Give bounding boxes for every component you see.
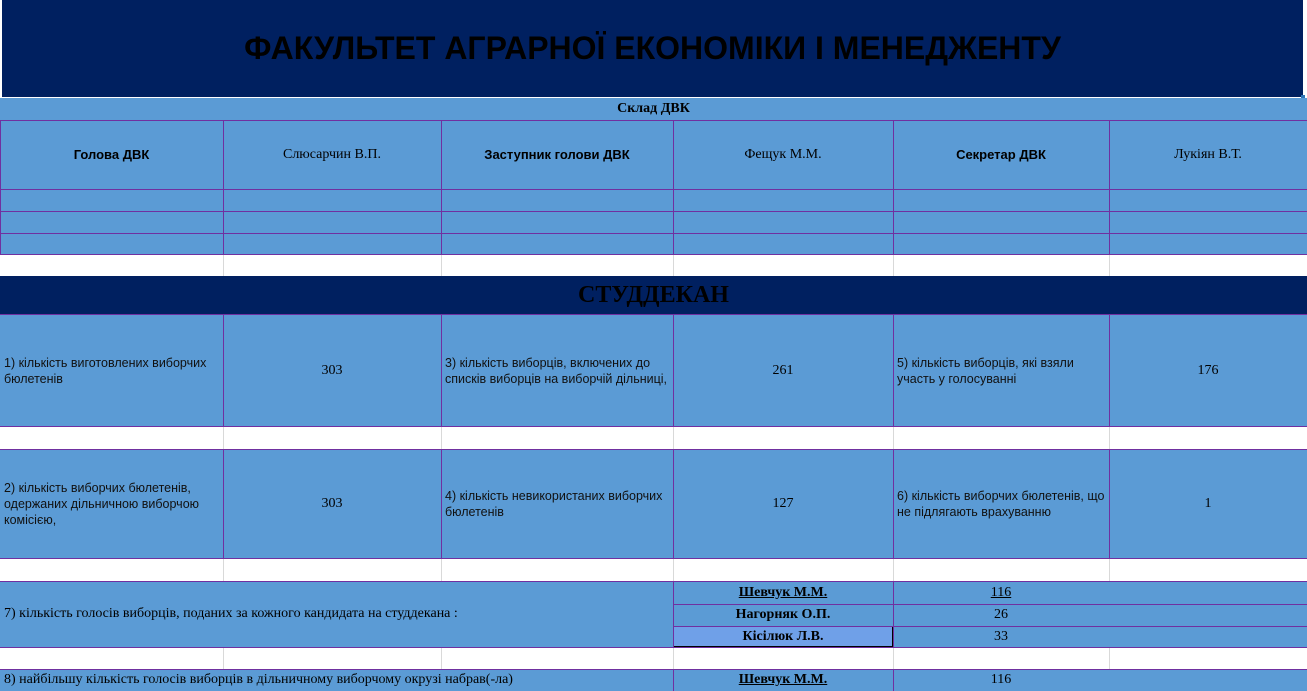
grid-line	[673, 255, 674, 276]
candidate-name: Нагорняк О.П.	[735, 607, 831, 622]
cell-item6-value[interactable]	[1109, 449, 1307, 559]
grid-line	[893, 559, 894, 581]
grid-line	[673, 427, 674, 449]
winner-votes: 116	[990, 672, 1012, 687]
grid-line	[673, 314, 674, 427]
grid-line	[0, 254, 1307, 255]
secretary-name: Лукіян В.Т.	[1174, 146, 1242, 162]
grid-line	[673, 120, 674, 255]
cell-item3-value[interactable]	[673, 314, 893, 427]
grid-line	[893, 314, 894, 427]
grid-line	[673, 449, 674, 559]
grid-line	[893, 647, 894, 669]
grid-line	[0, 647, 1307, 648]
grid-line	[893, 449, 894, 559]
cell-item1-label[interactable]	[0, 314, 223, 427]
cell-deputy-name[interactable]	[673, 120, 893, 189]
grid-line	[223, 314, 224, 427]
candidate-row[interactable]	[673, 626, 893, 647]
grid-line	[0, 449, 1307, 450]
grid-line	[673, 647, 674, 669]
spacer-row	[0, 255, 1307, 276]
cell-votes-label[interactable]	[0, 581, 673, 647]
cell-item2-label[interactable]	[0, 449, 223, 559]
item1-label: 1) кількість виготовлених виборчих бюлетенів	[4, 355, 207, 386]
grid-line	[673, 626, 1307, 627]
grid-line	[1109, 120, 1110, 255]
grid-line	[673, 559, 674, 581]
grid-line	[0, 669, 1307, 670]
cell-head-label[interactable]	[0, 120, 223, 189]
winner-label: 8) найбільшу кількість голосів виборців в дільничному виборчому окрузі набрав(-ла)	[4, 672, 513, 687]
cell-secretary-name[interactable]	[1109, 120, 1307, 189]
item4-label: 4) кількість невикористаних виборчих бюлетенів	[445, 489, 663, 519]
grid-line	[0, 120, 1307, 121]
cell-deputy-label[interactable]	[441, 120, 673, 189]
grid-line	[223, 427, 224, 449]
secretary-label: Секретар ДВК	[956, 147, 1046, 162]
election-title-banner	[0, 276, 1307, 314]
grid-line	[1109, 255, 1110, 276]
grid-line	[893, 255, 894, 276]
grid-line	[1109, 314, 1110, 427]
grid-line	[0, 581, 1307, 582]
grid-line	[673, 604, 1307, 605]
grid-line	[441, 120, 442, 255]
deputy-label: Заступник голови ДВК	[484, 147, 630, 162]
cell-secretary-label[interactable]	[893, 120, 1109, 189]
grid-line	[0, 211, 1307, 212]
item2-value: 303	[321, 496, 343, 511]
cell-item4-value[interactable]	[673, 449, 893, 559]
commission-section-title: Склад ДВК	[617, 101, 690, 116]
grid-line	[0, 426, 1307, 427]
grid-line	[223, 120, 224, 255]
grid-line	[893, 120, 894, 255]
votes-label: 7) кількість голосів виборців, поданих за кожного кандидата на студдекана :	[4, 606, 458, 621]
commission-header-row	[0, 98, 1307, 120]
item5-label: 5) кількість виборців, які взяли участь у голосуванні	[897, 355, 1074, 386]
grid-line	[441, 255, 442, 276]
grid-line	[1109, 427, 1110, 449]
candidate-votes: 116	[990, 584, 1012, 600]
cell-winner-label[interactable]	[0, 669, 673, 691]
item5-value: 176	[1197, 362, 1219, 378]
grid-line	[893, 581, 894, 691]
cell-item5-label[interactable]	[893, 314, 1109, 427]
grid-line	[1109, 647, 1110, 669]
cell-item3-label[interactable]	[441, 314, 673, 427]
winner-name: Шевчук М.М.	[738, 672, 828, 687]
grid-line	[441, 647, 442, 669]
empty-rows-block	[0, 189, 1307, 255]
cell-winner-name[interactable]	[673, 669, 893, 691]
grid-line	[223, 449, 224, 559]
grid-line	[0, 233, 1307, 234]
election-title: СТУДДЕКАН	[578, 281, 729, 308]
item6-label: 6) кількість виборчих бюлетенів, що не підлягають врахуванню	[897, 489, 1105, 519]
grid-line	[1109, 559, 1110, 581]
item6-value: 1	[1204, 496, 1212, 511]
candidate-votes-row[interactable]	[893, 604, 1307, 626]
candidate-name: Шевчук М.М.	[738, 584, 828, 600]
cell-winner-votes[interactable]	[893, 669, 1307, 691]
cell-item1-value[interactable]	[223, 314, 441, 427]
grid-line	[0, 189, 1307, 190]
candidate-row[interactable]	[673, 581, 893, 604]
candidate-votes: 33	[994, 628, 1008, 644]
item4-value: 127	[772, 496, 794, 511]
grid-line	[223, 559, 224, 581]
candidate-row[interactable]	[673, 604, 893, 626]
item3-label: 3) кількість виборців, включених до списків виборців на виборчій дільниці,	[445, 355, 668, 386]
grid-line	[223, 255, 224, 276]
faculty-title: ФАКУЛЬТЕТ АГРАРНОЇ ЕКОНОМІКИ І МЕНЕДЖЕНТУ	[244, 30, 1061, 66]
item1-value: 303	[321, 362, 343, 378]
deputy-name: Фещук М.М.	[744, 146, 822, 162]
grid-line	[441, 559, 442, 581]
cell-item4-label[interactable]	[441, 449, 673, 559]
grid-line	[893, 427, 894, 449]
grid-line	[223, 647, 224, 669]
faculty-title-banner	[2, 0, 1303, 97]
grid-line	[441, 427, 442, 449]
head-label: Голова ДВК	[73, 147, 150, 162]
cell-item5-value[interactable]	[1109, 314, 1307, 427]
candidate-name: Кісілюк Л.В.	[742, 628, 824, 644]
grid-line	[0, 558, 1307, 559]
spacer-row	[0, 427, 1307, 449]
candidate-votes: 26	[994, 607, 1008, 622]
grid-line	[673, 581, 674, 691]
candidate-votes-row[interactable]	[893, 626, 1307, 647]
spacer-row	[0, 647, 1307, 669]
cell-item2-value[interactable]	[223, 449, 441, 559]
candidate-votes-row[interactable]	[893, 581, 1307, 604]
cell-item6-label[interactable]	[893, 449, 1109, 559]
spacer-row	[0, 559, 1307, 581]
item3-value: 261	[772, 362, 794, 378]
item2-label: 2) кількість виборчих бюлетенів, одержаних дільничною виборчою комісією,	[4, 481, 200, 527]
grid-line	[441, 449, 442, 559]
cell-head-name[interactable]	[223, 120, 441, 189]
grid-line	[1109, 449, 1110, 559]
grid-line	[0, 314, 1307, 315]
grid-line	[441, 314, 442, 427]
head-name: Слюсарчин В.П.	[282, 146, 381, 162]
grid-line	[0, 120, 1, 255]
